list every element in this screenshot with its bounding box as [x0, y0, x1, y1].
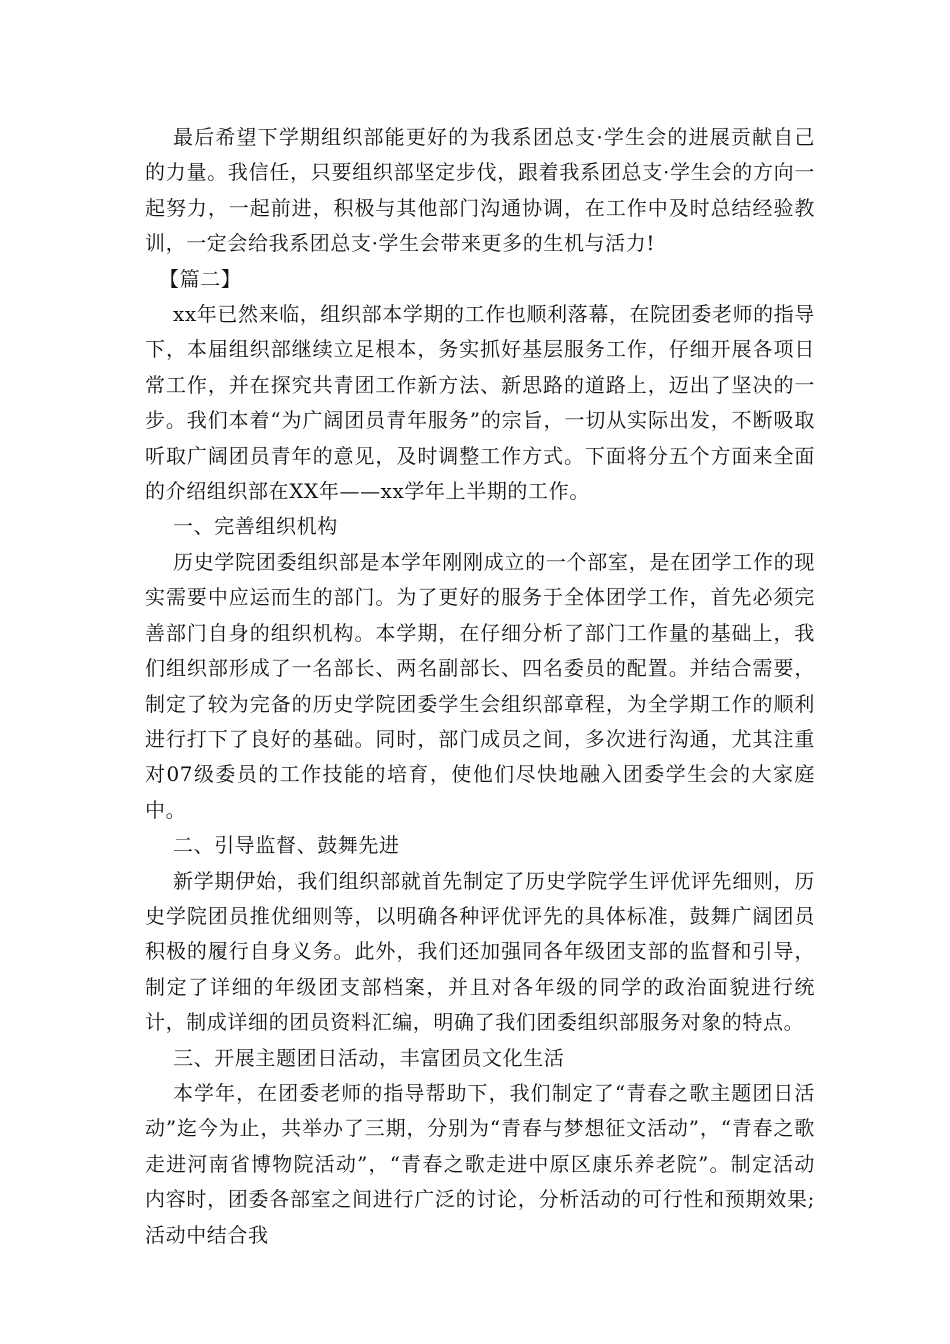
section-label: 【篇二】	[159, 266, 242, 291]
section-heading-1: 一、完善组织机构	[173, 514, 338, 539]
section-heading-3: 三、开展主题团日活动，丰富团员文化生活	[173, 1045, 565, 1070]
intro-paragraph: xx年已然来临，组织部本学期的工作也顺利落幕，在院团委老师的指导下，本届组织部继续立足根本，务实抓好基层服务工作，仔细开展各项日常工作，并在探究共青团工作新方法、新思路的道路上，迈出了坚决的一步。我们本着“为广阔团员青年服务”的宗旨，一切从实际出发，不断吸取听取广阔团员青年的意见，及时调整工作方式。下面将分五个方面来全面的介绍组织部在XX年——xx学年上半期的工作。	[145, 302, 815, 504]
section-paragraph-3: 本学年，在团委老师的指导帮助下，我们制定了“青春之歌主题团日活动”迄今为止，共举办了三期，分别为“青春与梦想征文活动”，“青春之歌走进河南省博物院活动”，“青春之歌走进中原区康乐养老院”。制定活动内容时，团委各部室之间进行广泛的讨论，分析活动的可行性和预期效果;活动中结合我	[145, 1080, 815, 1247]
document-body	[145, 120, 815, 1253]
section-paragraph-2: 新学期伊始，我们组织部就首先制定了历史学院学生评优评先细则，历史学院团员推优细则等，以明确各种评优评先的具体标准，鼓舞广阔团员积极的履行自身义务。此外，我们还加强同各年级团支部的监督和引导，制定了详细的年级团支部档案，并且对各年级的同学的政治面貌进行统计，制成详细的团员资料汇编，明确了我们团委组织部服务对象的特点。	[145, 868, 815, 1035]
section-heading-2: 二、引导监督、鼓舞先进	[173, 833, 400, 858]
closing-paragraph: 最后希望下学期组织部能更好的为我系团总支·学生会的进展贡献自己的力量。我信任，只要组织部坚定步伐，跟着我系团总支·学生会的方向一起努力，一起前进，积极与其他部门沟通协调，在工作中及时总结经验教训，一定会给我系团总支·学生会带来更多的生机与活力!	[145, 125, 815, 256]
section-paragraph-1: 历史学院团委组织部是本学年刚刚成立的一个部室，是在团学工作的现实需要中应运而生的部门。为了更好的服务于全体团学工作，首先必须完善部门自身的组织机构。本学期，在仔细分析了部门工作量的基础上，我们组织部形成了一名部长、两名副部长、四名委员的配置。并结合需要，制定了较为完备的历史学院团委学生会组织部章程，为全学期工作的顺利进行打下了良好的基础。同时，部门成员之间，多次进行沟通，尤其注重对07级委员的工作技能的培育，使他们尽快地融入团委学生会的大家庭中。	[145, 549, 815, 822]
